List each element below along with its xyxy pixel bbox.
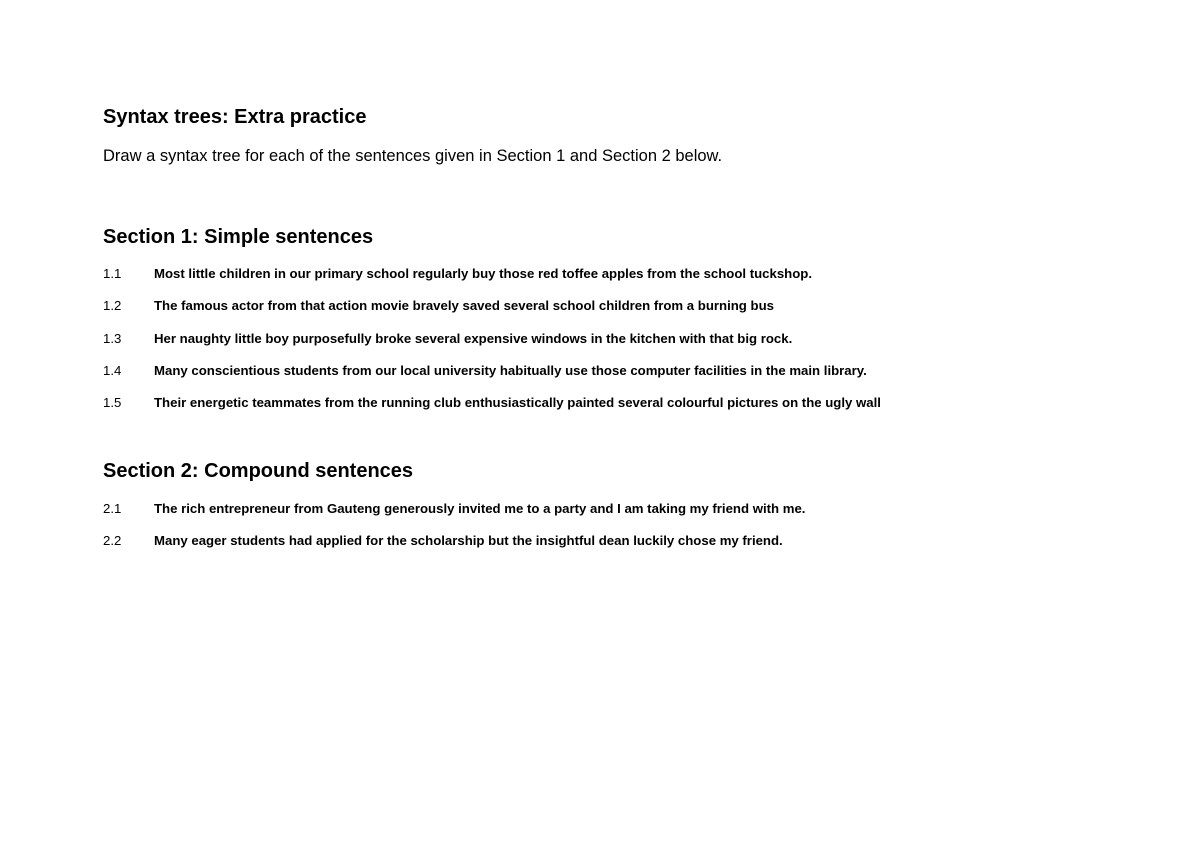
item-number: 2.2 — [103, 533, 122, 548]
list-item — [103, 331, 1103, 351]
section-1-heading: Section 1: Simple sentences — [103, 226, 374, 248]
item-sentence: Most little children in our primary school regularly buy those red toffee apples from the school tuckshop. — [154, 266, 813, 281]
list-item — [103, 395, 1103, 415]
item-number: 1.5 — [103, 395, 122, 410]
document-instructions: Draw a syntax tree for each of the sentences given in Section 1 and Section 2 below. — [103, 147, 723, 165]
item-number: 2.1 — [103, 501, 122, 516]
item-sentence: Many eager students had applied for the scholarship but the insightful dean luckily chose my friend. — [154, 533, 783, 548]
list-item — [103, 501, 1103, 521]
section-2-heading: Section 2: Compound sentences — [103, 460, 414, 482]
item-sentence: The famous actor from that action movie bravely saved several school children from a burning bus — [154, 298, 774, 313]
item-number: 1.2 — [103, 298, 122, 313]
item-sentence: Her naughty little boy purposefully broke several expensive windows in the kitchen with that big rock. — [154, 331, 793, 346]
item-sentence: Many conscientious students from our local university habitually use those computer facilities in the main library. — [154, 363, 867, 378]
document-title: Syntax trees: Extra practice — [103, 106, 367, 128]
list-item — [103, 298, 1103, 318]
list-item — [103, 266, 1103, 286]
item-sentence: The rich entrepreneur from Gauteng generously invited me to a party and I am taking my friend with me. — [154, 501, 806, 516]
list-item — [103, 363, 1103, 383]
item-number: 1.4 — [103, 363, 122, 378]
item-number: 1.3 — [103, 331, 122, 346]
list-item — [103, 533, 1103, 553]
item-number: 1.1 — [103, 266, 122, 281]
item-sentence: Their energetic teammates from the running club enthusiastically painted several colourful pictures on the ugly wall — [154, 395, 881, 410]
